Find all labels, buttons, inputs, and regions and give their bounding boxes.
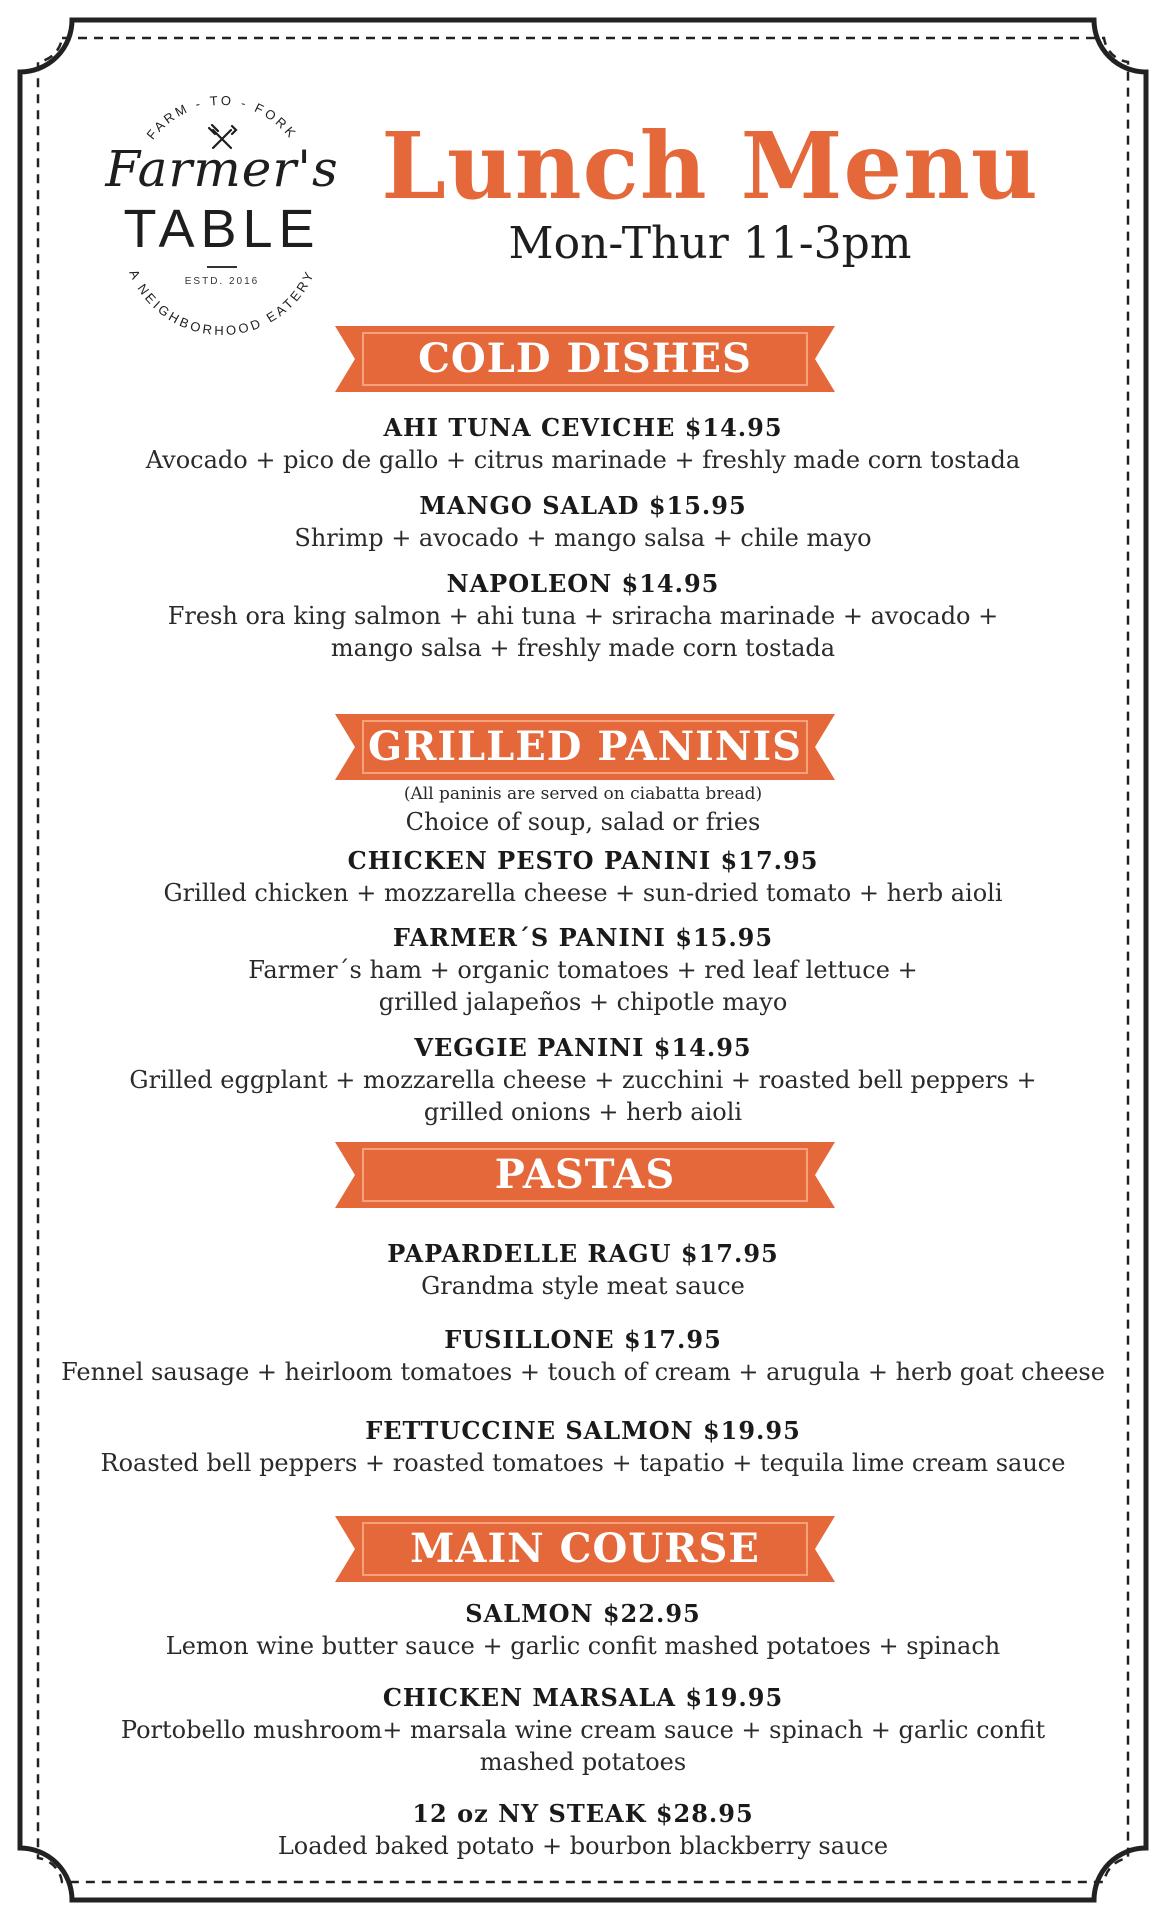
restaurant-logo — [92, 80, 352, 340]
menu-item-desc: Grilled chicken + mozzarella cheese + sun-dried tomato + herb aioli — [163, 879, 1003, 907]
section-banner-grilled-paninis — [335, 714, 835, 780]
menu-item-title: MANGO SALAD $15.95 — [419, 491, 747, 520]
section-note: (All paninis are served on ciabatta bread) — [403, 784, 763, 804]
section-banner-cold-dishes — [335, 326, 835, 392]
menu-item-desc: mango salsa + freshly made corn tostada — [330, 634, 836, 662]
menu-item-desc: grilled jalapeños + chipotle mayo — [378, 988, 788, 1016]
menu-item-title: 12 oz NY STEAK $28.95 — [412, 1799, 754, 1828]
menu-item-desc: Portobello mushroom+ marsala wine cream sauce + spinach + garlic confit — [120, 1716, 1046, 1744]
section-heading: MAIN COURSE — [410, 1525, 760, 1572]
menu-item-title: SALMON $22.95 — [465, 1599, 701, 1628]
menu-title: Lunch Menu — [381, 112, 1039, 220]
menu-item-title: FARMER´S PANINI $15.95 — [392, 923, 774, 952]
section-heading: GRILLED PANINIS — [367, 723, 803, 770]
menu-item-desc: Grandma style meat sauce — [421, 1272, 745, 1300]
menu-item-desc: Shrimp + avocado + mango salsa + chile mayo — [294, 524, 872, 552]
menu-item-desc: Grilled eggplant + mozzarella cheese + zucchini + roasted bell peppers + — [129, 1066, 1037, 1094]
section-banner-pastas — [335, 1142, 835, 1208]
logo-established-text: ESTD. 2016 — [184, 276, 260, 287]
menu-hours: Mon-Thur 11-3pm — [508, 218, 912, 269]
menu-item-title: PAPARDELLE RAGU $17.95 — [387, 1239, 779, 1268]
section-heading: PASTAS — [494, 1151, 676, 1198]
menu-item-title: FETTUCCINE SALMON $19.95 — [365, 1416, 801, 1445]
menu-item-desc: Roasted bell peppers + roasted tomatoes + tapatio + tequila lime cream sauce — [100, 1449, 1066, 1477]
logo-table-text: TABLE — [123, 199, 321, 259]
menu-item-desc: Farmer´s ham + organic tomatoes + red leaf lettuce + — [248, 956, 918, 984]
menu-item-desc: grilled onions + herb aioli — [423, 1098, 743, 1126]
menu-item-title: NAPOLEON $14.95 — [446, 569, 720, 598]
section-heading: COLD DISHES — [418, 335, 752, 382]
menu-item-title: AHI TUNA CEVICHE $14.95 — [383, 413, 783, 442]
logo-script-text: Farmer's — [105, 140, 339, 198]
menu-item-desc: Fennel sausage + heirloom tomatoes + touch of cream + arugula + herb goat cheese — [61, 1358, 1105, 1386]
menu-item-desc: Lemon wine butter sauce + garlic confit mashed potatoes + spinach — [165, 1632, 1001, 1660]
menu-item-desc: mashed potatoes — [479, 1748, 687, 1776]
menu-item-desc: Fresh ora king salmon + ahi tuna + sriracha marinade + avocado + — [167, 602, 999, 630]
section-banner-main-course — [335, 1516, 835, 1582]
menu-item-desc: Loaded baked potato + bourbon blackberry sauce — [277, 1832, 889, 1860]
logo-divider — [207, 266, 237, 268]
menu-item-title: FUSILLONE $17.95 — [444, 1325, 722, 1354]
logo-bottom-arc-text: A NEIGHBORHOOD EATERY — [126, 267, 318, 339]
menu-item-title: CHICKEN PESTO PANINI $17.95 — [347, 846, 819, 875]
menu-item-title: VEGGIE PANINI $14.95 — [414, 1033, 752, 1062]
menu-item-title: CHICKEN MARSALA $19.95 — [382, 1683, 784, 1712]
section-choice: Choice of soup, salad or fries — [405, 808, 761, 836]
menu-item-desc: Avocado + pico de gallo + citrus marinade + freshly made corn tostada — [145, 446, 1021, 474]
logo-top-arc-text: FARM - TO - FORK — [143, 92, 301, 143]
